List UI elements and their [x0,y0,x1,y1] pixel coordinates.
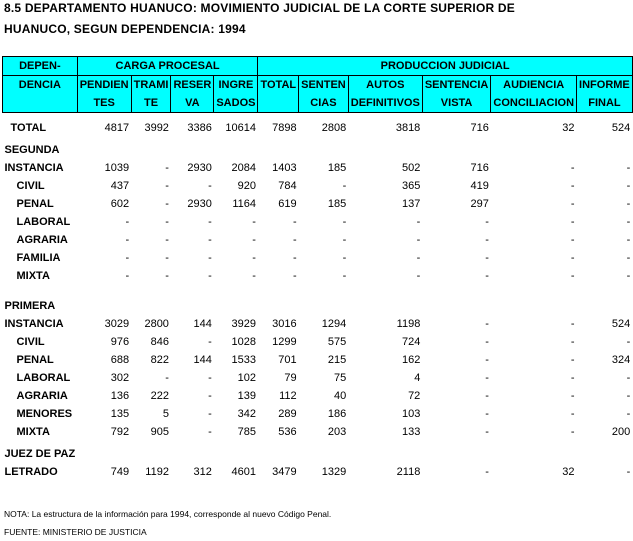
table-cell [171,141,214,159]
table-cell: - [125,216,130,228]
table-cell [214,141,258,159]
col-header-tramite: TRAMI [131,76,171,95]
table-cell: - [570,252,575,264]
table-cell [348,141,422,159]
table-cell [131,445,171,463]
table-cell: - [570,234,575,246]
table-cell: 822 [150,354,169,366]
table-cell: 40 [334,390,347,402]
table-cell: 524 [611,318,631,330]
table-cell: 185 [327,162,347,174]
table-cell: 365 [401,180,421,192]
table-cell: 524 [611,122,631,134]
table-cell: 716 [470,122,489,134]
row-label: AGRARIA [16,234,68,246]
table-cell: 297 [470,198,489,210]
col-header-ingresados: INGRE [214,76,258,95]
table-cell: 2118 [396,466,421,478]
table-row [3,445,633,463]
table-cell: - [292,216,297,228]
table-cell: 144 [193,318,212,330]
col-header-sentencias-2: CIAS [299,94,349,113]
row-label: CIVIL [16,336,45,348]
row-label: LABORAL [16,372,71,384]
table-row [3,351,633,369]
table-cell: 701 [278,354,297,366]
table-cell [299,141,349,159]
table-cell: 137 [401,198,421,210]
table-cell: - [208,270,212,282]
table-cell: - [252,234,256,246]
table-cell: 1329 [321,466,347,478]
table-cell: 3029 [104,318,130,330]
table-cell: - [292,252,297,264]
table-cell: 688 [110,354,130,366]
table-cell [131,297,171,315]
table-cell: 324 [611,354,631,366]
table-cell [258,141,299,159]
table-cell: 289 [278,408,297,420]
col-header-informe: INFORME [577,76,633,95]
table-cell: - [570,408,575,420]
col-header-informe-2: FINAL [577,94,633,113]
table-cell: 1299 [272,336,297,348]
table-cell: 72 [408,390,421,402]
table-cell: 1403 [272,162,297,174]
table-cell: 419 [470,180,489,192]
table-row [3,159,633,177]
table-cell: 75 [334,372,347,384]
table-cell: 342 [237,408,256,420]
footnote: NOTA: La estructura de la información para 1994, corresponde al nuevo Código Penal. [4,509,332,519]
col-header-pendientes: PENDIEN [77,76,131,95]
header-dependencia-spacer [3,94,78,113]
col-header-sentencia-vista-2: VISTA [422,94,491,113]
table-cell: - [485,234,489,246]
table-cell: - [208,234,212,246]
table-cell: 792 [110,426,130,438]
table-cell: 10614 [225,122,256,134]
judicial-table [2,56,633,481]
table-cell: - [252,216,256,228]
row-label: MIXTA [16,426,50,438]
table-cell: 784 [278,180,297,192]
col-header-total: TOTAL [258,76,299,95]
table-cell: - [416,234,421,246]
row-label: LABORAL [16,216,71,228]
table-cell: - [570,336,575,348]
table-cell: - [626,216,631,228]
table-cell: - [485,426,489,438]
table-row [3,315,633,333]
table-cell: - [208,426,212,438]
table-cell: 619 [278,198,297,210]
table-cell: - [208,372,212,384]
table-cell: - [570,372,575,384]
table-cell: 1039 [104,162,130,174]
row-label: PENAL [16,354,54,366]
table-cell: - [570,390,575,402]
table-cell: 4 [414,372,421,384]
row-label: INSTANCIA [4,162,64,174]
row-label: AGRARIA [16,390,68,402]
table-cell [491,141,577,159]
row-label: FAMILIA [16,252,61,264]
table-cell: - [570,216,575,228]
table-cell: 3016 [272,318,297,330]
table-cell [577,141,633,159]
table-cell: 103 [401,408,421,420]
table-cell [214,445,258,463]
table-cell: - [485,318,489,330]
table-cell: - [342,270,347,282]
table-cell: 2808 [321,122,347,134]
header-dependencia-1: DEPEN- [3,57,78,76]
table-row [3,141,633,159]
table-row [3,213,633,231]
col-header-autos: AUTOS [348,76,422,95]
table-cell: 2930 [187,162,212,174]
col-header-reserva-2: VA [171,94,214,113]
col-header-tramite-2: TE [131,94,171,113]
table-cell: - [570,180,575,192]
table-cell: - [292,234,297,246]
table-cell [77,297,131,315]
table-cell [422,141,491,159]
table-cell: 2930 [187,198,212,210]
table-cell [258,297,299,315]
table-cell: 7898 [272,122,297,134]
table-cell: - [165,270,169,282]
table-cell: - [626,252,631,264]
table-cell: 302 [110,372,130,384]
table-cell: - [570,198,575,210]
table-row [3,119,633,137]
table-cell: 2800 [144,318,169,330]
row-label: MENORES [16,408,73,420]
col-header-autos-2: DEFINITIVOS [348,94,422,113]
table-cell: 749 [110,466,130,478]
table-cell: - [626,270,631,282]
table-cell: 920 [237,180,256,192]
row-label: SEGUNDA [4,144,60,156]
page-subtitle: HUANUCO, SEGUN DEPENDENCIA: 1994 [4,22,246,36]
row-label: LETRADO [4,466,58,478]
table-cell: - [208,180,212,192]
table-cell: 1164 [232,198,256,210]
table-cell: 135 [110,408,130,420]
table-cell: - [208,252,212,264]
table-cell [422,297,491,315]
table-cell: 3929 [231,318,256,330]
table-cell: 785 [237,426,256,438]
table-row [3,387,633,405]
table-cell: - [342,234,347,246]
table-body [3,113,633,482]
table-cell: - [626,198,631,210]
table-cell: 2084 [231,162,256,174]
table-cell: 203 [327,426,347,438]
table-cell [214,297,258,315]
table-cell: 1294 [321,318,347,330]
table-row [3,249,633,267]
table-row [3,369,633,387]
table-cell: - [208,408,212,420]
table-cell: 602 [110,198,130,210]
table-cell: 575 [327,336,347,348]
col-header-sentencias: SENTEN [299,76,349,95]
table-cell: 1533 [231,354,256,366]
table-cell: - [125,234,130,246]
table-cell: - [485,372,489,384]
table-cell: - [208,390,212,402]
row-label: CIVIL [16,180,45,192]
table-cell: - [416,216,421,228]
table-cell: 724 [401,336,421,348]
header-dependencia-2: DENCIA [3,76,78,95]
table-cell: - [165,252,169,264]
table-cell: 139 [237,390,256,402]
col-header-pendientes-2: TES [77,94,131,113]
table-cell: - [626,390,631,402]
table-row [3,405,633,423]
table-cell: 5 [162,408,169,420]
table-row [3,333,633,351]
table-cell: - [485,466,489,478]
header-carga-procesal: CARGA PROCESAL [77,57,258,76]
col-header-reserva: RESER [171,76,214,95]
table-cell [491,445,577,463]
table-cell [577,297,633,315]
row-label: MIXTA [16,270,50,282]
table-cell: 32 [562,466,575,478]
table-cell: 312 [193,466,212,478]
header-produccion-judicial: PRODUCCION JUDICIAL [258,57,632,76]
table-cell: - [292,270,297,282]
source-note: FUENTE: MINISTERIO DE JUSTICIA [4,527,147,537]
table-cell: - [125,252,130,264]
table-cell [348,445,422,463]
table-cell: - [165,198,169,210]
table-row [3,231,633,249]
table-cell: - [165,372,169,384]
col-header-audiencia: AUDIENCIA [491,76,577,95]
table-cell: - [570,270,575,282]
table-cell: 136 [110,390,130,402]
table-cell: - [342,252,347,264]
table-cell: - [570,426,575,438]
table-cell: 437 [110,180,130,192]
table-cell: - [485,252,489,264]
row-label: JUEZ DE PAZ [4,448,76,460]
table-cell: 846 [150,336,169,348]
table-cell [348,297,422,315]
table-cell: 716 [470,162,489,174]
table-cell: 144 [193,354,212,366]
table-cell: - [485,336,489,348]
table-cell: - [252,270,256,282]
table-cell: 1192 [145,466,169,478]
table-cell [77,141,131,159]
table-cell: - [485,216,489,228]
table-cell: - [165,216,169,228]
table-cell: 112 [279,390,297,402]
row-label: PENAL [16,198,54,210]
table-cell: - [485,390,489,402]
table-cell: - [626,466,631,478]
table-cell: - [165,162,169,174]
table-cell [131,141,171,159]
row-label: PRIMERA [4,300,56,312]
table-cell [258,445,299,463]
table-cell: - [626,336,631,348]
table-cell: - [485,354,489,366]
table-cell: - [416,252,421,264]
table-row [3,267,633,285]
table-cell: 4601 [231,466,256,478]
table-cell: - [208,336,212,348]
table-cell: 905 [150,426,169,438]
table-cell: - [570,318,575,330]
table-cell: 185 [327,198,347,210]
spacer-row [3,285,633,297]
table-row [3,463,633,481]
table-cell: - [626,372,631,384]
col-header-ingresados-2: SADOS [214,94,258,113]
col-header-sentencia-vista: SENTENCIA [422,76,491,95]
table-cell: - [342,216,347,228]
table-cell: 1198 [396,318,421,330]
table-cell: 200 [611,426,631,438]
page-title: 8.5 DEPARTAMENTO HUANUCO: MOVIMIENTO JUDICIAL DE LA CORTE SUPERIOR DE [4,1,515,15]
table-cell: 1028 [231,336,256,348]
table-cell: 102 [237,372,256,384]
table-cell: 536 [278,426,297,438]
table-cell: - [252,252,256,264]
table-cell: - [626,162,631,174]
table-cell [171,445,214,463]
col-header-audiencia-2: CONCILIACION [491,94,577,113]
table-cell: 32 [562,122,575,134]
table-cell [77,445,131,463]
table-cell: - [626,234,631,246]
table-cell [299,297,349,315]
table-cell: - [416,270,421,282]
table-cell: 162 [401,354,421,366]
table-cell: - [342,180,347,192]
table-cell: - [570,354,575,366]
table-cell: - [570,162,575,174]
table-cell: 502 [401,162,421,174]
table-cell: - [125,270,130,282]
row-label: INSTANCIA [4,318,64,330]
table-cell: 976 [110,336,130,348]
table-cell: 3386 [187,122,212,134]
table-cell [491,297,577,315]
table-cell: 222 [150,390,169,402]
table-cell [577,445,633,463]
table-cell: - [208,216,212,228]
table-cell [299,445,349,463]
table-cell: - [626,408,631,420]
table-row [3,297,633,315]
table-cell: 3818 [395,122,421,134]
table-cell: - [626,180,631,192]
table-cell: 215 [327,354,347,366]
table-row [3,195,633,213]
table-cell: - [165,234,169,246]
table-row [3,177,633,195]
col-header-total-2 [258,94,299,113]
table-cell: 4817 [104,122,130,134]
table-cell: 79 [284,372,297,384]
table-cell: - [485,408,489,420]
table-cell [422,445,491,463]
table-cell: - [165,180,169,192]
table-cell: 3479 [272,466,297,478]
table-row [3,423,633,441]
table-cell: 186 [327,408,347,420]
row-label: TOTAL [10,122,47,134]
table-cell: 3992 [144,122,169,134]
table-cell [171,297,214,315]
table-cell: - [485,270,489,282]
table-cell: 133 [401,426,421,438]
